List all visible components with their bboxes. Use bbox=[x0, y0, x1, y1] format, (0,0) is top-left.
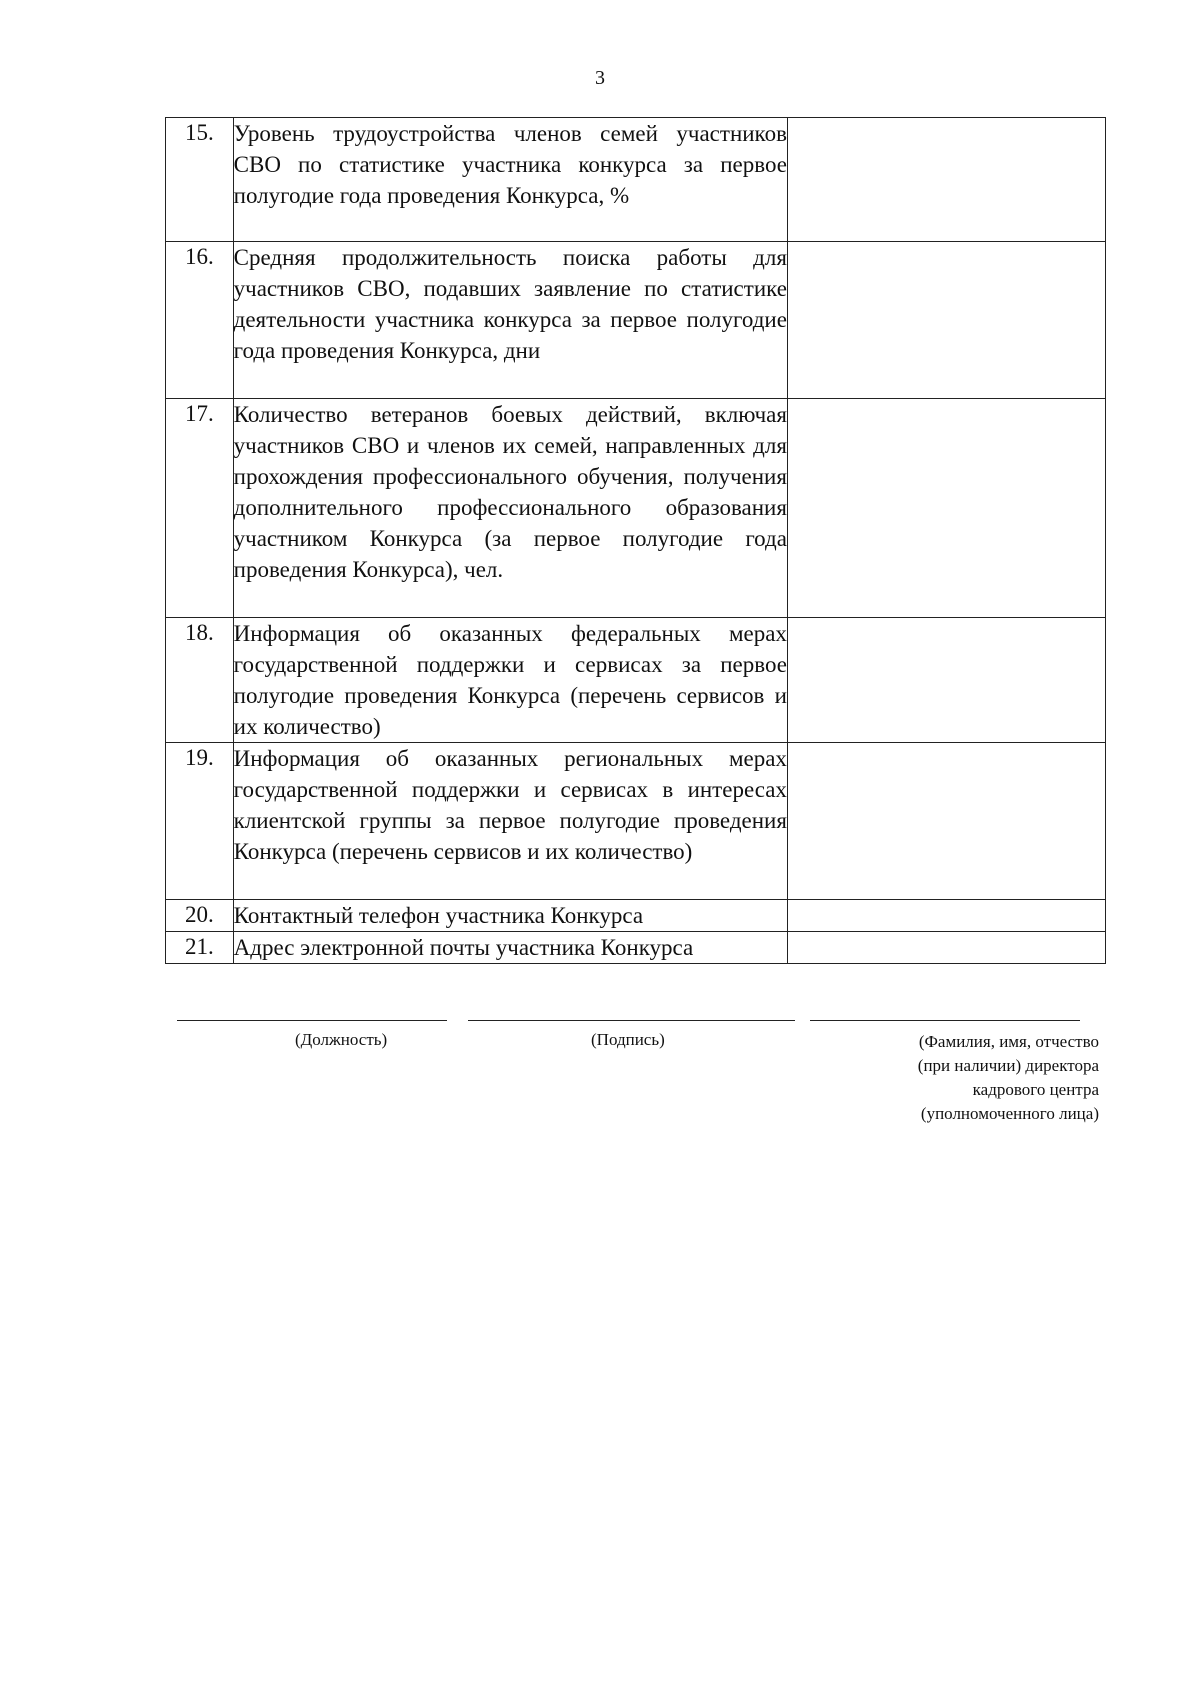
row-number: 16. bbox=[166, 242, 234, 399]
row-description: Информация об оказанных федеральных мерах государственной поддержки и сервисах за первое полугодие проведения Конкурса (перечень сервисов и их количество) bbox=[233, 618, 787, 743]
row-value-cell[interactable] bbox=[787, 399, 1105, 618]
table-row bbox=[166, 900, 1106, 932]
name-caption-line: (при наличии) директора bbox=[917, 1056, 1099, 1075]
row-description: Адрес электронной почты участника Конкурса bbox=[233, 932, 787, 964]
row-description: Информация об оказанных региональных мерах государственной поддержки и сервисах в интересах клиентской группы за первое полугодие проведения Конкурса (перечень сервисов и их количество) bbox=[233, 743, 787, 900]
table-row bbox=[166, 743, 1106, 900]
indicators-table bbox=[165, 117, 1106, 964]
position-signature-line bbox=[177, 1020, 447, 1021]
row-description: Количество ветеранов боевых действий, включая участников СВО и членов их семей, направленных для прохождения профессионального обучения, получения дополнительного профессионального образования участником Конкурса (за первое полугодие года проведения Конкурса), чел. bbox=[233, 399, 787, 618]
name-caption-line: кадрового центра bbox=[972, 1080, 1099, 1099]
row-number: 19. bbox=[166, 743, 234, 900]
signature-caption: (Подпись) bbox=[591, 1030, 665, 1049]
table-row bbox=[166, 618, 1106, 743]
row-number: 21. bbox=[166, 932, 234, 964]
table-row bbox=[166, 932, 1106, 964]
table-row bbox=[166, 399, 1106, 618]
row-number: 17. bbox=[166, 399, 234, 618]
table-row bbox=[166, 242, 1106, 399]
row-description: Средняя продолжительность поиска работы для участников СВО, подавших заявление по статистике деятельности участника конкурса за первое полугодие года проведения Конкурса, дни bbox=[233, 242, 787, 399]
name-caption-line: (уполномоченного лица) bbox=[920, 1104, 1099, 1123]
row-value-cell[interactable] bbox=[787, 900, 1105, 932]
name-signature-line bbox=[810, 1020, 1080, 1021]
row-value-cell[interactable] bbox=[787, 118, 1105, 242]
row-description: Уровень трудоустройства членов семей участников СВО по статистике участника конкурса за первое полугодие года проведения Конкурса, % bbox=[233, 118, 787, 242]
row-value-cell[interactable] bbox=[787, 932, 1105, 964]
row-number: 15. bbox=[166, 118, 234, 242]
row-description: Контактный телефон участника Конкурса bbox=[233, 900, 787, 932]
name-caption-line: (Фамилия, имя, отчество bbox=[918, 1032, 1099, 1051]
row-number: 20. bbox=[166, 900, 234, 932]
position-caption: (Должность) bbox=[295, 1030, 388, 1049]
table-row bbox=[166, 118, 1106, 242]
name-caption bbox=[779, 1030, 1099, 1126]
row-number: 18. bbox=[166, 618, 234, 743]
page-number: 3 bbox=[595, 67, 605, 89]
row-value-cell[interactable] bbox=[787, 242, 1105, 399]
row-value-cell[interactable] bbox=[787, 618, 1105, 743]
signature-line bbox=[468, 1020, 795, 1021]
row-value-cell[interactable] bbox=[787, 743, 1105, 900]
